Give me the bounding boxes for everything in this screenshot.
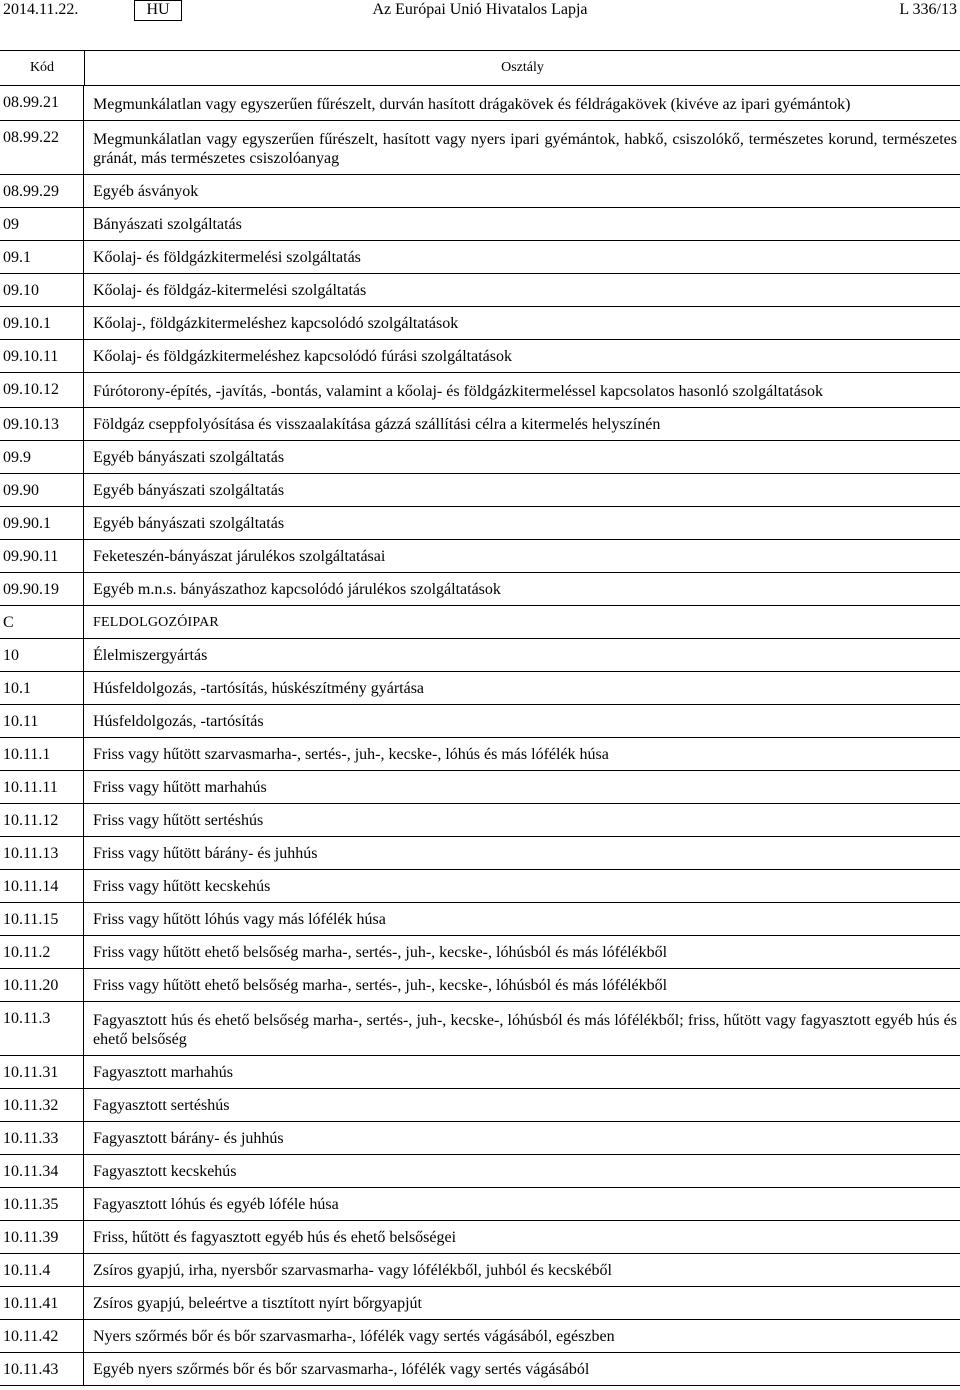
row-description: Megmunkálatlan vagy egyszerűen fűrészelt, durván hasított drágakövek és féldrágakövek (kivéve az ipari gyémántok): [93, 96, 851, 113]
table-row: [0, 1287, 960, 1320]
row-code: 10: [0, 639, 84, 671]
row-description: Zsíros gyapjú, irha, nyersbőr szarvasmarha- vagy lófélékből, juhból és kecskéből: [93, 1262, 612, 1279]
journal-title: Az Európai Unió Hivatalos Lapja: [372, 1, 588, 18]
row-description: Friss vagy hűtött sertéshús: [93, 812, 264, 829]
row-code: 10.11.13: [0, 837, 84, 869]
row-code: 09: [0, 208, 84, 240]
row-description: Fagyasztott bárány- és juhhús: [93, 1130, 284, 1147]
classification-table: [0, 50, 960, 1386]
table-row: [0, 1056, 960, 1089]
table-row: [0, 441, 960, 474]
row-code: 09.1: [0, 241, 84, 273]
table-row: [0, 86, 960, 121]
table-row: [0, 903, 960, 936]
table-row: [0, 738, 960, 771]
table-row: [0, 175, 960, 208]
row-code: 09.9: [0, 441, 84, 473]
row-description: Egyéb nyers szőrmés bőr és bőr szarvasmarha-, lófélék vagy sertés vágásából: [93, 1361, 590, 1378]
row-code: 09.10: [0, 274, 84, 306]
column-header-class: Osztály: [501, 60, 544, 75]
row-description: Élelmiszergyártás: [93, 647, 208, 664]
row-code: 08.99.21: [0, 86, 84, 120]
row-description: Húsfeldolgozás, -tartósítás: [93, 713, 264, 730]
row-code: 10.11.39: [0, 1221, 84, 1253]
row-code: 10.11.31: [0, 1056, 84, 1088]
table-row: [0, 573, 960, 606]
row-description: Friss vagy hűtött szarvasmarha-, sertés-, juh-, kecske-, lóhús és más lófélék húsa: [93, 746, 609, 763]
row-code: 10.1: [0, 672, 84, 704]
table-body: [0, 86, 960, 1386]
table-row: [0, 771, 960, 804]
row-description: Fagyasztott sertéshús: [93, 1097, 230, 1114]
row-description: Egyéb ásványok: [93, 183, 199, 200]
row-description: Friss vagy hűtött ehető belsőség marha-, sertés-, juh-, kecske-, lóhúsból és más lófélékből: [93, 944, 668, 961]
row-code: 10.11.41: [0, 1287, 84, 1319]
table-row: [0, 241, 960, 274]
row-code: 10.11.20: [0, 969, 84, 1001]
table-row: [0, 408, 960, 441]
row-description: Húsfeldolgozás, -tartósítás, húskészítmény gyártása: [93, 680, 425, 697]
row-description: Friss, hűtött és fagyasztott egyéb hús és ehető belsőségei: [93, 1229, 457, 1246]
row-description: Friss vagy hűtött ehető belsőség marha-, sertés-, juh-, kecske-, lóhúsból és más lófélékből: [93, 977, 668, 994]
table-row: [0, 121, 960, 175]
table-header: [0, 50, 960, 86]
row-code: 10.11.42: [0, 1320, 84, 1352]
row-code: 10.11: [0, 705, 84, 737]
row-code: C: [0, 606, 84, 638]
row-description: Friss vagy hűtött marhahús: [93, 779, 267, 796]
table-row: [0, 1188, 960, 1221]
row-description: Friss vagy hűtött lóhús vagy más lófélék húsa: [93, 911, 386, 928]
row-code: 10.11.1: [0, 738, 84, 770]
row-code: 09.10.1: [0, 307, 84, 339]
table-row: [0, 837, 960, 870]
row-description: Zsíros gyapjú, beleértve a tisztított nyírt bőrgyapjút: [93, 1295, 422, 1312]
table-row: [0, 1155, 960, 1188]
row-description: Egyéb bányászati szolgáltatás: [93, 515, 285, 532]
table-row: [0, 274, 960, 307]
table-row: [0, 672, 960, 705]
row-description: FELDOLGOZÓIPAR: [93, 615, 219, 630]
row-code: 09.10.13: [0, 408, 84, 440]
table-row: [0, 804, 960, 837]
row-code: 09.90.1: [0, 507, 84, 539]
table-row: [0, 340, 960, 373]
row-code: 09.10.12: [0, 373, 84, 407]
row-description: Egyéb bányászati szolgáltatás: [93, 482, 285, 499]
row-code: 10.11.11: [0, 771, 84, 803]
row-code: 09.90.19: [0, 573, 84, 605]
row-code: 10.11.2: [0, 936, 84, 968]
row-code: 10.11.43: [0, 1353, 84, 1385]
row-description: Fagyasztott hús és ehető belsőség marha-, sertés-, juh-, kecske-, lóhúsból és más lófélékből; friss, hűtött vagy fagyasztott egyéb hús és ehető belsőség: [93, 1012, 957, 1048]
table-row: [0, 540, 960, 573]
row-description: Fúrótorony-építés, -javítás, -bontás, valamint a kőolaj- és földgázkitermeléssel kapcsolatos hasonló szolgáltatások: [93, 383, 824, 400]
table-row: [0, 1320, 960, 1353]
table-row: [0, 208, 960, 241]
row-description: Kőolaj-, földgázkitermeléshez kapcsolódó szolgáltatások: [93, 315, 459, 332]
table-row: [0, 373, 960, 408]
row-description: Megmunkálatlan vagy egyszerűen fűrészelt, hasított vagy nyers ipari gyémántok, habkő, csiszolókő, természetes korund, természetes gránát, más természetes csiszolóanyag: [93, 131, 957, 167]
table-row: [0, 1002, 960, 1056]
table-row: [0, 1353, 960, 1386]
row-description: Földgáz cseppfolyósítása és visszaalakítása gázzá szállítási célra a kitermelés helyszínén: [93, 416, 661, 433]
row-description: Kőolaj- és földgázkitermelési szolgáltatás: [93, 249, 361, 266]
table-row: [0, 705, 960, 738]
table-row: [0, 969, 960, 1002]
table-row: [0, 1089, 960, 1122]
row-code: 08.99.29: [0, 175, 84, 207]
row-description: Friss vagy hűtött bárány- és juhhús: [93, 845, 318, 862]
table-row: [0, 936, 960, 969]
column-header-code: Kód: [29, 60, 55, 75]
row-description: Bányászati szolgáltatás: [93, 216, 242, 233]
row-code: 10.11.34: [0, 1155, 84, 1187]
table-row: [0, 1221, 960, 1254]
row-code: 10.11.32: [0, 1089, 84, 1121]
row-description: Fagyasztott kecskehús: [93, 1163, 237, 1180]
table-row: [0, 1122, 960, 1155]
row-description: Fagyasztott lóhús és egyéb lóféle húsa: [93, 1196, 339, 1213]
row-code: 09.90: [0, 474, 84, 506]
publication-date: 2014.11.22.: [3, 1, 79, 18]
row-description: Fagyasztott marhahús: [93, 1064, 233, 1081]
row-code: 09.10.11: [0, 340, 84, 372]
row-code: 10.11.35: [0, 1188, 84, 1220]
table-row: [0, 870, 960, 903]
row-code: 08.99.22: [0, 121, 84, 174]
row-code: 10.11.14: [0, 870, 84, 902]
row-description: Kőolaj- és földgázkitermeléshez kapcsolódó fúrási szolgáltatások: [93, 348, 512, 365]
table-row: [0, 307, 960, 340]
table-row: [0, 474, 960, 507]
language-badge: HU: [134, 0, 182, 21]
row-code: 10.11.15: [0, 903, 84, 935]
table-row: [0, 639, 960, 672]
page-reference: L 336/13: [899, 1, 957, 18]
table-row: [0, 507, 960, 540]
row-code: 09.90.11: [0, 540, 84, 572]
row-description: Feketeszén-bányászat járulékos szolgáltatásai: [93, 548, 386, 565]
row-description: Egyéb m.n.s. bányászathoz kapcsolódó járulékos szolgáltatások: [93, 581, 501, 598]
row-description: Friss vagy hűtött kecskehús: [93, 878, 271, 895]
row-description: Nyers szőrmés bőr és bőr szarvasmarha-, lófélék vagy sertés vágásából, egészben: [93, 1328, 615, 1345]
page-header: [0, 0, 960, 22]
row-code: 10.11.12: [0, 804, 84, 836]
row-description: Kőolaj- és földgáz-kitermelési szolgáltatás: [93, 282, 367, 299]
row-description: Egyéb bányászati szolgáltatás: [93, 449, 285, 466]
table-row: [0, 606, 960, 639]
row-code: 10.11.4: [0, 1254, 84, 1286]
table-row: [0, 1254, 960, 1287]
row-code: 10.11.33: [0, 1122, 84, 1154]
row-code: 10.11.3: [0, 1002, 84, 1055]
